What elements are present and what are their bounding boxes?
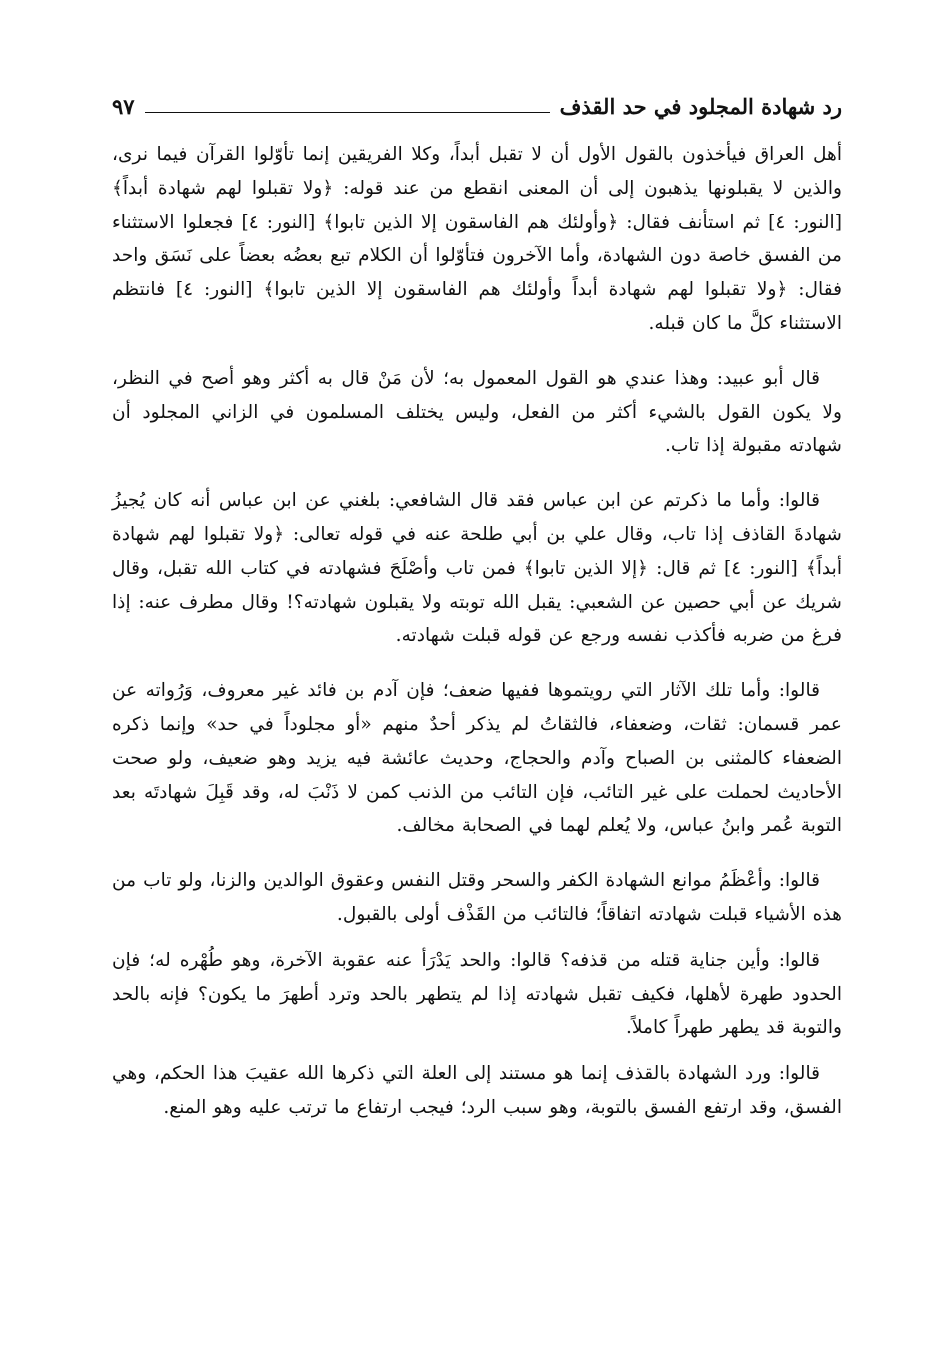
paragraph: قالوا: وأعْظَمُ موانع الشهادة الكفر والسحر وقتل النفس وعقوق الوالدين والزنا، ولو تاب من هذه الأشياء قبلت شهادته اتفاقاً؛ فالتائب من القَذْف أولى بالقبول. (112, 870, 842, 925)
paragraph: قالوا: وأما تلك الآثار التي رويتموها ففيها ضعف؛ فإن آدم بن فائد غير معروف، وَرُواته عن عمر قسمان: ثقات، وضعفاء، فالثقاتُ لم يذكر أحدٌ منهم «أو مجلوداً في حد» وإنما ذكره الضعفاء كالمثنى بن الصباح وآدم والحجاج، وحديث عائشة فيه يزيد وهو ضعيف، ولو صحت الأحاديث لحملت على غير التائب، فإن التائب من الذنب كمن لا ذَنْبَ له، وقد قَبِلَ شهادتَه بعد التوبة عُمر وابنُ عباس، ولا يُعلم لهما في الصحابة مخالف. (112, 680, 842, 837)
paragraph: قالوا: ورد الشهادة بالقذف إنما هو مستند إلى العلة التي ذكرها الله عقيبَ هذا الحكم، وهي الفسق، وقد ارتفع الفسق بالتوبة، وهو سبب الرد؛ فيجب ارتفاع ما ترتب عليه وهو المنع. (112, 1063, 842, 1118)
book-page (112, 0, 842, 1355)
page-number: ٩٧ (112, 94, 135, 119)
paragraph: أهل العراق فيأخذون بالقول الأول أن لا تقبل أبداً، وكلا الفريقين إنما تأوّلوا القرآن فيما نرى، والذين لا يقبلونها يذهبون إلى أن المعنى انقطع من عند قوله: ﴿ولا تقبلوا لهم شهادة أبداً﴾ [النور: ٤] ثم استأنف فقال: ﴿وأولئك هم الفاسقون إلا الذين تابوا﴾ [النور: ٤] فجعلوا الاستثناء من الفسق خاصة دون الشهادة، وأما الآخرون فتأوّلوا أن الكلام تبع بعضُه بعضاً على نَسَق واحد فقال: ﴿ولا تقبلوا لهم شهادة أبداً وأولئك هم الفاسقون إلا الذين تابوا﴾ [النور: ٤] فانتظم الاستثناء كلَّ ما كان قبله. (112, 144, 842, 334)
paragraph: قالوا: وأين جناية قتله من قذفه؟ قالوا: والحد يَدْرَأ عنه عقوبة الآخرة، وهو طُهْره له؛ فإن الحدود طهرة لأهلها، فكيف تقبل شهادته إذا لم يتطهر بالحد وترد أطهرَ ما يكون؟ فإنه بالحد والتوبة قد يطهر طهراً كاملاً. (112, 949, 842, 1039)
paragraph: قالوا: وأما ما ذكرتم عن ابن عباس فقد قال الشافعي: بلغني عن ابن عباس أنه كان يُجيزُ شهادةَ القاذف إذا تاب، وقال علي بن أبي طلحة عنه في قوله تعالى: ﴿ولا تقبلوا لهم شهادة أبداً﴾ [النور: ٤] ثم قال: ﴿إلا الذين تابوا﴾ فمن تاب وأصْلَحَ فشهادته في كتاب الله تقبل، وقال شريك عن أبي حصين عن الشعبي: يقبل الله توبته ولا يقبلون شهادته؟! وقال مطرف عنه: إذا فرغ من ضربه فأكذب نفسه ورجع عن قوله قبلت شهادته. (112, 490, 842, 647)
paragraph: قال أبو عبيد: وهذا عندي هو القول المعمول به؛ لأن مَنْ قال به أكثر وهو أصح في النظر، ولا يكون القول بالشيء أكثر من الفعل، وليس يختلف المسلمون في الزاني المجلود أن شهادته مقبولة إذا تاب. (112, 367, 842, 457)
header-rule (145, 112, 550, 113)
body-text (112, 138, 842, 1139)
running-title: رد شهادة المجلود في حد القذف (559, 94, 842, 119)
running-header (112, 88, 842, 122)
